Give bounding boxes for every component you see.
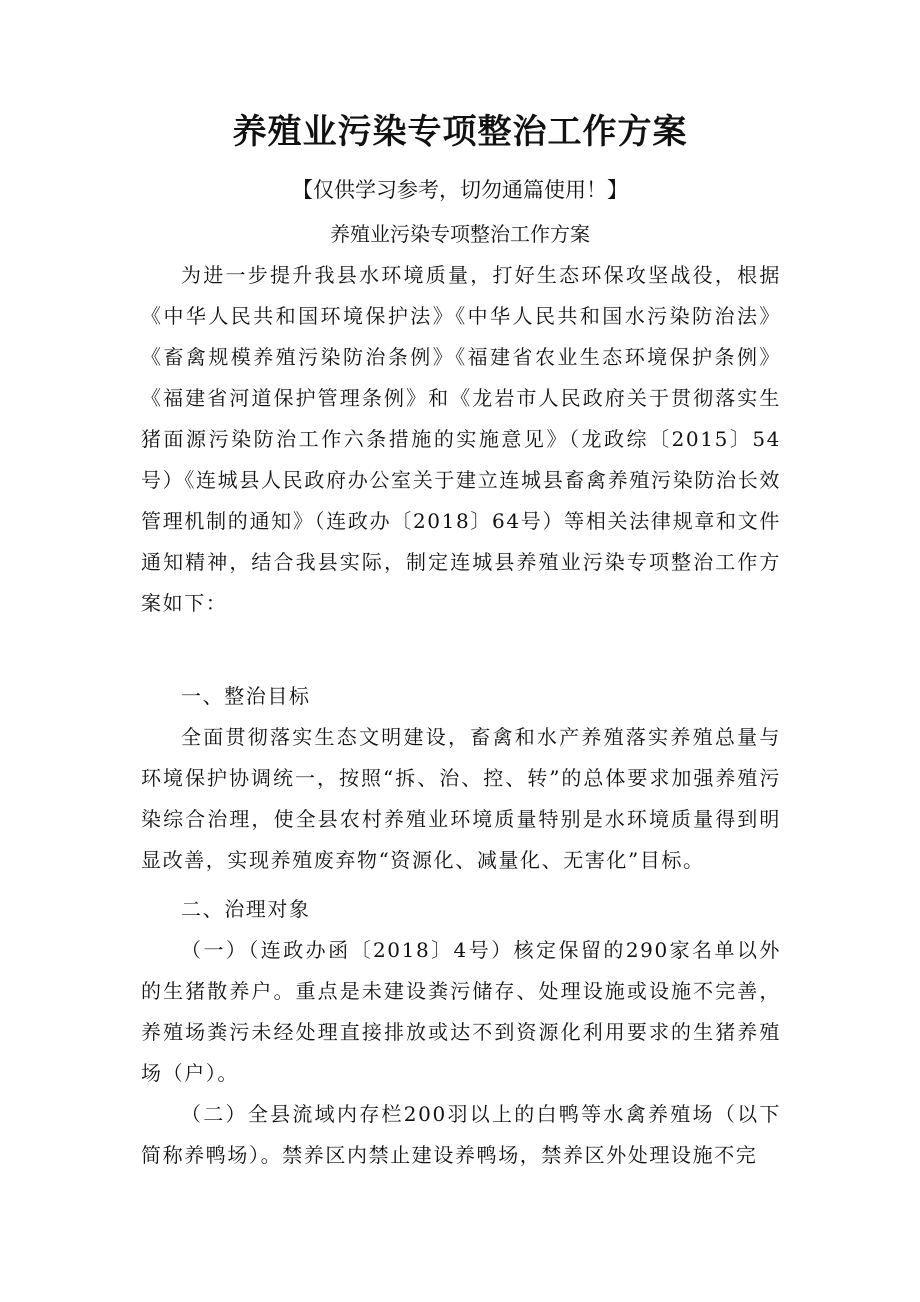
intro-section bbox=[141, 255, 781, 624]
goal-paragraph: 全面贯彻落实生态文明建设，畜禽和水产养殖落实养殖总量与环境保护协调统一，按照“拆、治、控、转”的总体要求加强养殖污染综合治理，使全县农村养殖业环境质量特别是水环境质量得到明显改善，实现养殖废弃物“资源化、减量化、无害化”目标。 bbox=[141, 725, 781, 872]
target-heading: 二、治理对象 bbox=[181, 897, 311, 921]
target-item-2: （二）全县流域内存栏200羽以上的白鸭等水禽养殖场（以下简称养鸭场）。禁养区内禁止建设养鸭场，禁养区外处理设施不完 bbox=[141, 1102, 781, 1167]
target-section bbox=[141, 889, 781, 1176]
document-title: 养殖业污染专项整治工作方案 bbox=[232, 112, 688, 152]
intro-paragraph: 为进一步提升我县水环境质量，打好生态环保攻坚战役，根据《中华人民共和国环境保护法》《中华人民共和国水污染防治法》《畜禽规模养殖污染防治条例》《福建省农业生态环境保护条例》《福建省河道保护管理条例》和《龙岩市人民政府关于贯彻落实生猪面源污染防治工作六条措施的实施意见》（龙政综〔2015〕54号）《连城县人民政府办公室关于建立连城县畜禽养殖污染防治长效管理机制的通知》（连政办〔2018〕64号）等相关法律规章和文件通知精神，结合我县实际，制定连城县养殖业污染专项整治工作方案如下： bbox=[141, 263, 781, 615]
goal-section bbox=[141, 676, 781, 881]
goal-heading: 一、整治目标 bbox=[181, 684, 311, 708]
document-subtitle: 养殖业污染专项整治工作方案 bbox=[330, 222, 590, 246]
usage-notice: 【仅供学习参考，切勿通篇使用！】 bbox=[292, 178, 628, 202]
target-item-1: （一）（连政办函〔2018〕4号）核定保留的290家名单以外的生猪散养户。重点是未建设粪污储存、处理设施或设施不完善，养殖场粪污未经处理直接排放或达不到资源化利用要求的生猪养殖场（户）。 bbox=[141, 938, 781, 1085]
